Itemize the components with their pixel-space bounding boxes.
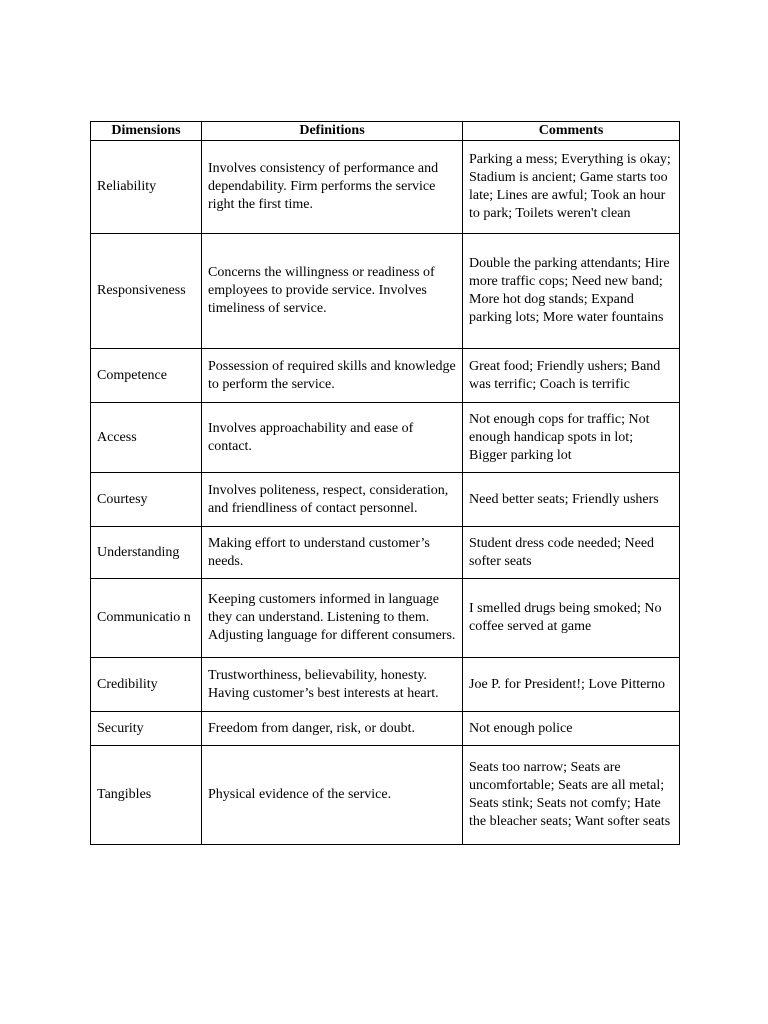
definition-cell: Involves consistency of performance and dependability. Firm performs the service right the first time.	[202, 141, 463, 234]
table-row	[91, 234, 680, 349]
dimension-cell: Reliability	[91, 141, 202, 234]
comments-cell: Double the parking attendants; Hire more traffic cops; Need new band; More hot dog stands; Expand parking lots; More water fountains	[463, 234, 680, 349]
table-row	[91, 658, 680, 712]
table-row	[91, 403, 680, 473]
definition-cell: Trustworthiness, believability, honesty. Having customer’s best interests at heart.	[202, 658, 463, 712]
header-dimensions: Dimensions	[91, 122, 202, 141]
definition-cell: Keeping customers informed in language they can understand. Listening to them. Adjusting language for different consumers.	[202, 579, 463, 658]
definition-cell: Physical evidence of the service.	[202, 746, 463, 845]
definition-cell: Making effort to understand customer’s needs.	[202, 527, 463, 579]
table-row	[91, 579, 680, 658]
dimension-cell: Security	[91, 712, 202, 746]
table-row	[91, 712, 680, 746]
comments-cell: I smelled drugs being smoked; No coffee served at game	[463, 579, 680, 658]
table-row	[91, 473, 680, 527]
table-row	[91, 527, 680, 579]
header-definitions: Definitions	[202, 122, 463, 141]
definition-cell: Involves approachability and ease of contact.	[202, 403, 463, 473]
dimension-cell: Competence	[91, 349, 202, 403]
comments-cell: Need better seats; Friendly ushers	[463, 473, 680, 527]
comments-cell: Joe P. for President!; Love Pitterno	[463, 658, 680, 712]
table-row	[91, 746, 680, 845]
definition-cell: Involves politeness, respect, consideration, and friendliness of contact personnel.	[202, 473, 463, 527]
definition-cell: Possession of required skills and knowledge to perform the service.	[202, 349, 463, 403]
comments-cell: Seats too narrow; Seats are uncomfortable; Seats are all metal; Seats stink; Seats not comfy; Hate the bleacher seats; Want softer seats	[463, 746, 680, 845]
table-row	[91, 141, 680, 234]
comments-cell: Parking a mess; Everything is okay; Stadium is ancient; Game starts too late; Lines are awful; Took an hour to park; Toilets weren't clean	[463, 141, 680, 234]
dimension-cell: Communicatio n	[91, 579, 202, 658]
definition-cell: Freedom from danger, risk, or doubt.	[202, 712, 463, 746]
table-row	[91, 349, 680, 403]
header-comments: Comments	[463, 122, 680, 141]
comments-cell: Not enough police	[463, 712, 680, 746]
table-header-row	[91, 122, 680, 141]
dimension-cell: Credibility	[91, 658, 202, 712]
dimension-cell: Tangibles	[91, 746, 202, 845]
definition-cell: Concerns the willingness or readiness of employees to provide service. Involves timeliness of service.	[202, 234, 463, 349]
comments-cell: Student dress code needed; Need softer seats	[463, 527, 680, 579]
comments-cell: Great food; Friendly ushers; Band was terrific; Coach is terrific	[463, 349, 680, 403]
dimension-cell: Understanding	[91, 527, 202, 579]
comments-cell: Not enough cops for traffic; Not enough handicap spots in lot; Bigger parking lot	[463, 403, 680, 473]
service-quality-table	[90, 121, 680, 845]
dimension-cell: Courtesy	[91, 473, 202, 527]
dimension-cell: Responsiveness	[91, 234, 202, 349]
dimension-cell: Access	[91, 403, 202, 473]
